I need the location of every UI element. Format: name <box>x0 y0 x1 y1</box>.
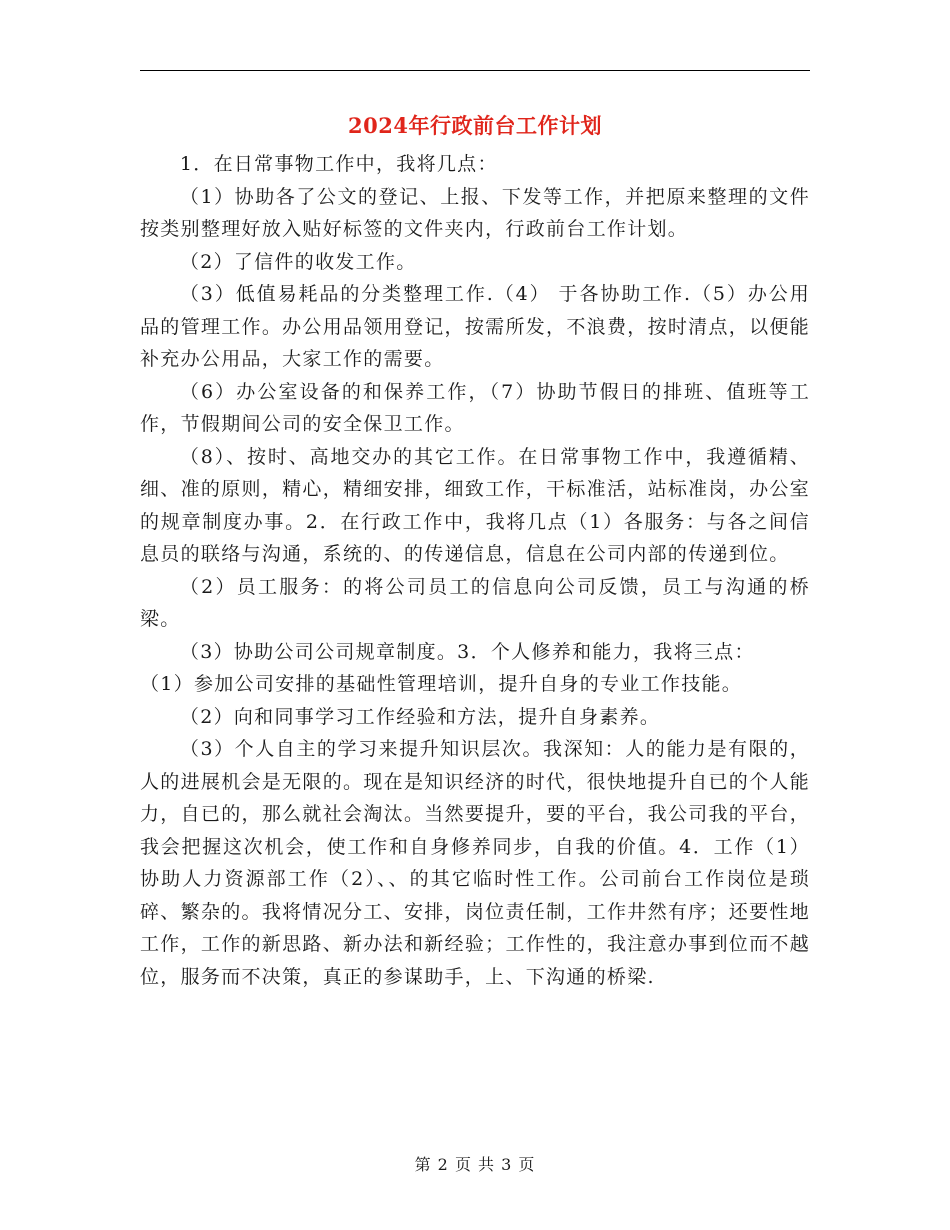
paragraph: （8）、按时、高地交办的其它工作。在日常事物工作中，我遵循精、细、准的原则，精心，精细安排，细致工作，干标准活，站标准岗，办公室的规章制度办事。2．在行政工作中，我将几点（1）各服务：与各之间信息员的联络与沟通，系统的、的传递信息，信息在公司内部的传递到位。 <box>140 445 810 565</box>
paragraph: （6）办公室设备的和保养工作，（7）协助节假日的排班、值班等工作，节假期间公司的安全保卫工作。 <box>140 380 810 435</box>
paragraph: （2）了信件的收发工作。 <box>179 250 417 273</box>
document-body <box>140 148 810 993</box>
paragraph: （1）协助各了公文的登记、上报、下发等工作，并把原来整理的文件按类别整理好放入贴好标签的文件夹内，行政前台工作计划。 <box>140 185 810 240</box>
header-rule <box>140 70 810 71</box>
paragraph: （2）向和同事学习工作经验和方法，提升自身素养。 <box>179 705 661 728</box>
paragraph: 1．在日常事物工作中，我将几点： <box>179 153 498 175</box>
paragraph: （3）低值易耗品的分类整理工作.（4） 于各协助工作.（5）办公用品的管理工作。办公用品领用登记，按需所发，不浪费，按时清点，以便能补充办公用品，大家工作的需要。 <box>140 283 810 370</box>
page-footer: 第 2 页 共 3 页 <box>414 1155 536 1174</box>
paragraph: （3）协助公司公司规章制度。3．个人修养和能力，我将三点： <box>179 640 755 663</box>
paragraph: （1）参加公司安排的基础性管理培训，提升自身的专业工作技能。 <box>140 673 743 695</box>
paragraph: （3）个人自主的学习来提升知识层次。我深知：人的能力是有限的，人的进展机会是无限的。现在是知识经济的时代，很快地提升自已的个人能力，自已的，那么就社会淘汰。当然要提升，要的平台，我公司我的平台，我会把握这次机会，使工作和自身修养同步，自我的价值。4．工作（1）协助人力资源部工作（2）、、的其它临时性工作。公司前台工作岗位是琐碎、繁杂的。我将情况分工、安排，岗位责任制，工作井然有序；还要性地工作，工作的新思路、新办法和新经验；工作性的，我注意办事到位而不越位，服务而不决策，真正的参谋助手，上、下沟通的桥梁. <box>140 738 810 988</box>
paragraph: （2）员工服务：的将公司员工的信息向公司反馈，员工与沟通的桥梁。 <box>140 575 810 630</box>
document-title: 2024年行政前台工作计划 <box>348 113 602 138</box>
